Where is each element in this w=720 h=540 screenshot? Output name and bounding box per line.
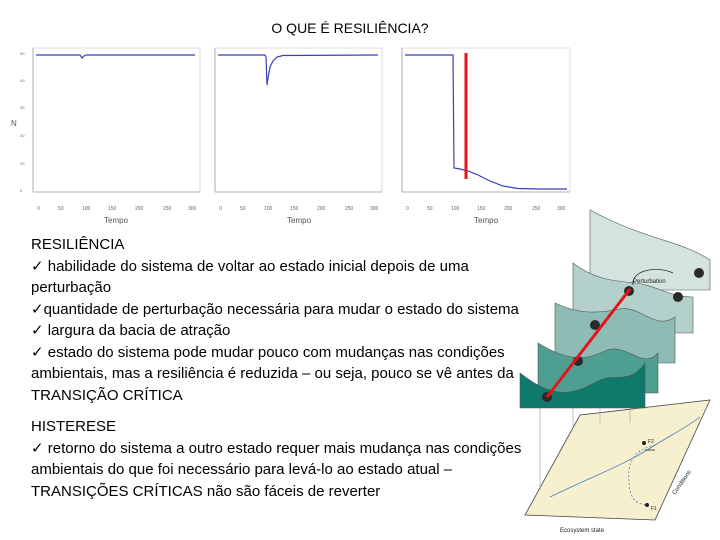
- y-tick-label: 50: [20, 51, 25, 56]
- x-axis-label: Tempo: [287, 216, 312, 225]
- y-tick-label: 0: [20, 188, 23, 193]
- panel-2: [215, 48, 382, 225]
- y-tick-label: 20: [20, 133, 25, 138]
- x-tick-label: 150: [477, 206, 486, 212]
- x-axis-label: Tempo: [474, 216, 499, 225]
- body-text: [31, 234, 531, 502]
- x-tick-label: 0: [37, 206, 40, 212]
- panel-3-series-line: [405, 55, 567, 189]
- hysteresis-item: ✓ retorno do sistema a outro estado requer mais mudança nas condições ambientais do que foi necessário para levá-lo ao estado atual – TRANSIÇÕES CRÍTICAS não são fáceis de reverter: [31, 439, 522, 500]
- x-tick-label: 50: [240, 206, 246, 212]
- ball-icon: [694, 268, 704, 278]
- x-tick-label: 150: [290, 206, 299, 212]
- panel-2-series-line: [218, 55, 378, 85]
- resilience-item: ✓ estado do sistema pode mudar pouco com mudanças nas condições ambientais, mas a resiliência é reduzida – ou seja, pouco se vê antes da TRANSIÇÃO CRÍTICA: [31, 343, 514, 404]
- conditions-axis-label: Conditions: [671, 469, 693, 497]
- x-tick-label: 250: [345, 206, 354, 212]
- panel-3: [402, 48, 570, 225]
- landscape-sheet-1: [590, 210, 710, 290]
- x-tick-label: 100: [82, 206, 91, 212]
- time-series-panels: [0, 40, 590, 230]
- state-axis-label: Ecosystem state: [560, 528, 605, 534]
- x-tick-label: 100: [451, 206, 460, 212]
- resilience-item: ✓quantidade de perturbação necessária para mudar o estado do sistema: [31, 300, 519, 318]
- x-tick-label: 100: [264, 206, 273, 212]
- ball-icon: [673, 292, 683, 302]
- f1-label: F1: [651, 506, 657, 512]
- x-tick-label: 200: [504, 206, 513, 212]
- x-tick-label: 150: [108, 206, 117, 212]
- f2-point: [642, 441, 646, 445]
- x-tick-label: 300: [188, 206, 197, 212]
- x-tick-label: 0: [406, 206, 409, 212]
- perturbation-label: Perturbation: [633, 279, 666, 285]
- resilience-item: ✓ habilidade do sistema de voltar ao estado inicial depois de uma perturbação: [31, 257, 469, 296]
- x-tick-label: 200: [135, 206, 144, 212]
- panel-1: [11, 48, 200, 225]
- stability-landscape-diagram: [505, 205, 720, 540]
- resilience-item: ✓ largura da bacia de atração: [31, 322, 231, 339]
- f2-label: F2: [648, 439, 654, 445]
- y-tick-label: 40: [20, 78, 25, 83]
- x-tick-label: 0: [219, 206, 222, 212]
- f1-point: [645, 503, 649, 507]
- x-tick-label: 300: [370, 206, 379, 212]
- x-tick-label: 250: [532, 206, 541, 212]
- hysteresis-heading: HISTERESE: [31, 418, 117, 435]
- x-tick-label: 50: [58, 206, 64, 212]
- page-title: O QUE É RESILIÊNCIA?: [271, 20, 429, 36]
- x-tick-label: 250: [163, 206, 172, 212]
- y-axis-label: N: [11, 119, 17, 128]
- y-tick-label: 10: [20, 161, 25, 166]
- y-tick-label: 30: [20, 105, 25, 110]
- x-tick-label: 200: [317, 206, 326, 212]
- resilience-heading: RESILIÊNCIA: [31, 236, 125, 253]
- panel-1-series-line: [36, 55, 195, 58]
- x-tick-label: 50: [427, 206, 433, 212]
- x-tick-label: 300: [557, 206, 566, 212]
- x-axis-label: Tempo: [104, 216, 129, 225]
